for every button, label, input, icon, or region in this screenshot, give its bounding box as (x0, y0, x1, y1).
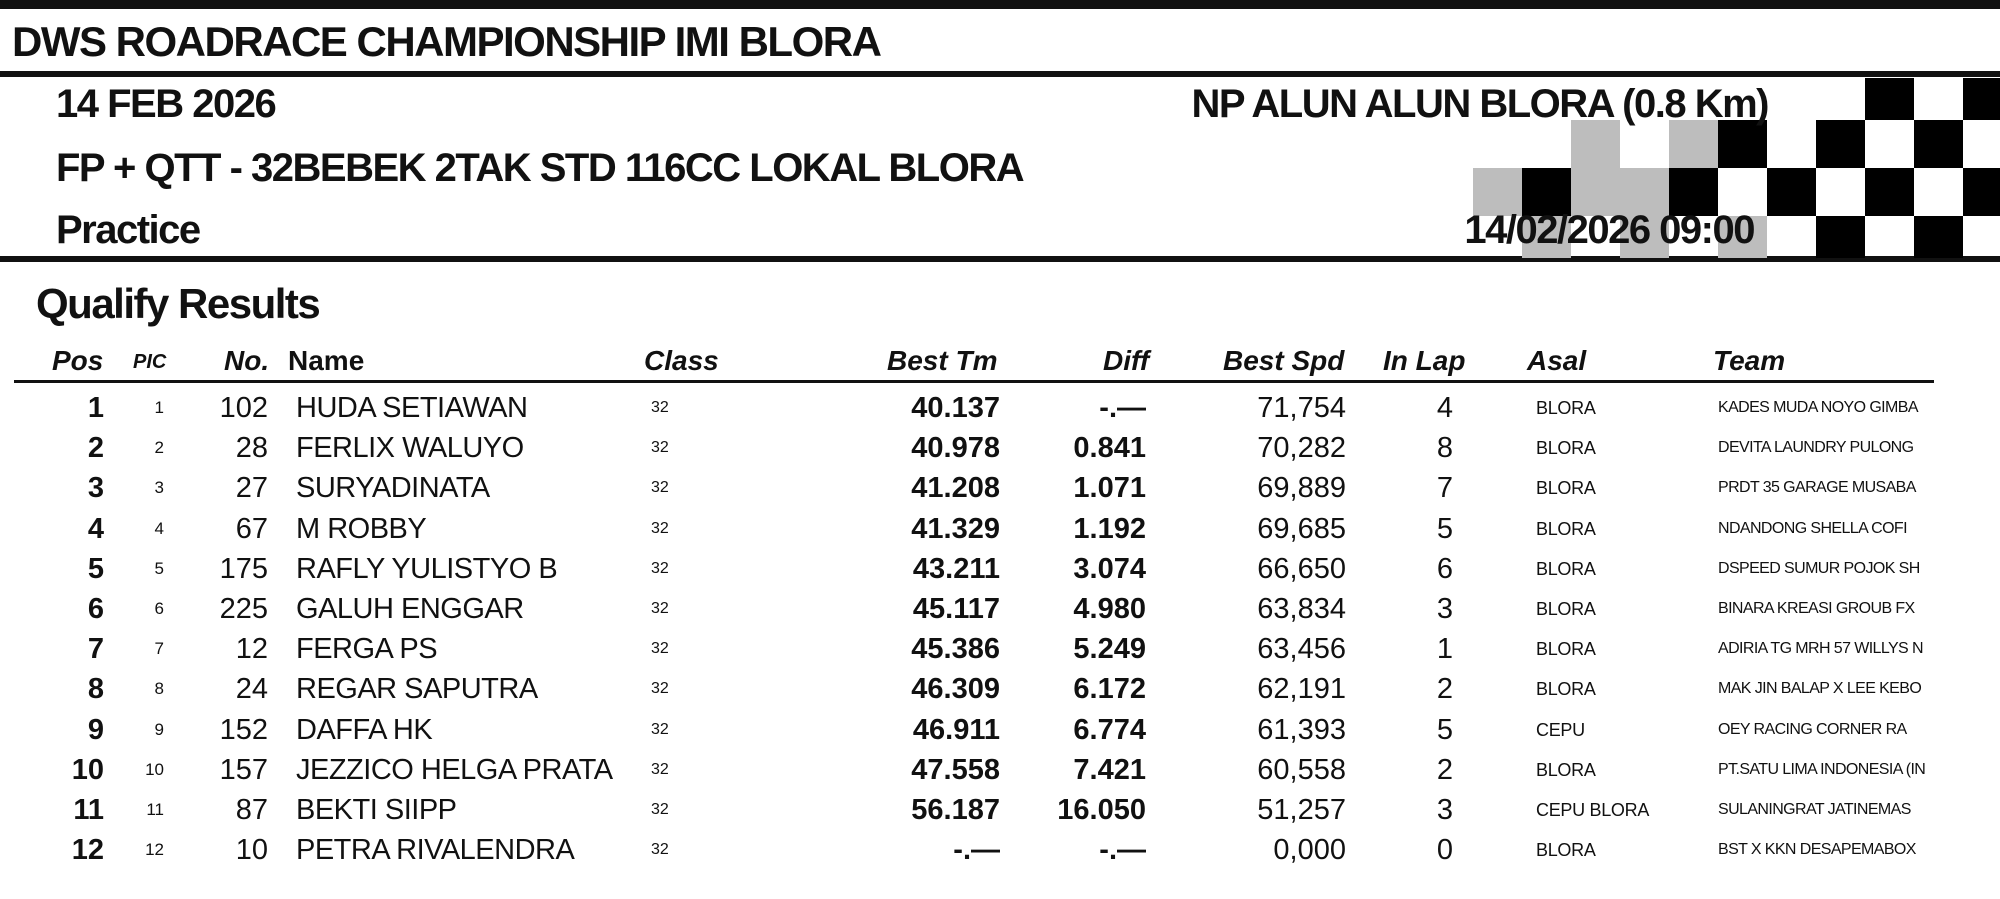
cell-position: 12 (71, 834, 104, 867)
cell-best-speed: 69,685 (1257, 512, 1346, 545)
cell-class: 32 (651, 559, 669, 577)
cell-class: 32 (651, 760, 669, 778)
cell-rider-name: RAFLY YULISTYO B (296, 552, 558, 585)
results-section-title: Qualify Results (36, 280, 320, 327)
cell-best-speed: 70,282 (1257, 432, 1346, 465)
cell-class: 32 (651, 680, 669, 698)
cell-rider-number: 157 (219, 753, 268, 786)
cell-best-time: 45.117 (912, 593, 1000, 625)
cell-team: BINARA KREASI GROUB FX (1718, 600, 1915, 617)
title-divider (0, 71, 2000, 77)
cell-best-speed: 61,393 (1257, 713, 1346, 746)
table-row (0, 629, 2000, 669)
cell-class: 32 (651, 519, 669, 537)
cell-best-time: 43.211 (912, 552, 1000, 585)
cell-class: 32 (651, 600, 669, 617)
cell-best-time: 40.978 (911, 432, 1000, 465)
column-header-team: Team (1713, 345, 1786, 376)
cell-in-lap: 5 (1436, 512, 1454, 545)
cell-in-lap: 3 (1436, 593, 1454, 625)
cell-rider-name: REGAR SAPUTRA (296, 673, 538, 706)
cell-best-speed: 60,558 (1257, 753, 1346, 786)
table-row (0, 750, 2000, 790)
cell-asal: CEPU BLORA (1536, 800, 1650, 820)
event-date: 14 FEB 2026 (56, 82, 276, 126)
cell-position: 7 (87, 633, 104, 666)
cell-class: 32 (651, 479, 669, 497)
cell-team: DEVITA LAUNDRY PULONG (1718, 439, 1914, 457)
table-row (0, 710, 2000, 750)
cell-rider-name: M ROBBY (296, 512, 427, 545)
cell-asal: BLORA (1536, 639, 1596, 660)
cell-team: SULANINGRAT JATINEMAS (1718, 801, 1911, 818)
cell-rider-number: 175 (219, 552, 268, 585)
cell-team: NDANDONG SHELLA COFI (1718, 519, 1907, 537)
cell-rider-number: 10 (235, 834, 268, 867)
column-header-best-spd: Best Spd (1223, 345, 1345, 376)
cell-position: 8 (87, 673, 104, 706)
cell-best-time: 47.558 (911, 753, 1000, 786)
cell-rider-number: 225 (219, 593, 268, 625)
cell-rider-name: GALUH ENGGAR (296, 593, 524, 625)
cell-pic: 9 (154, 719, 164, 739)
cell-rider-number: 12 (235, 633, 268, 666)
cell-pic: 4 (154, 518, 164, 538)
cell-best-time: 41.208 (911, 472, 1000, 505)
cell-team: KADES MUDA NOYO GIMBA (1718, 399, 1918, 416)
cell-pic: 5 (154, 558, 164, 578)
cell-rider-number: 87 (235, 794, 268, 826)
cell-diff: 16.050 (1057, 794, 1146, 826)
cell-asal: BLORA (1536, 518, 1596, 539)
cell-in-lap: 4 (1436, 392, 1454, 424)
cell-best-speed: 71,754 (1257, 392, 1346, 424)
column-header-class: Class (644, 345, 719, 376)
cell-class: 32 (651, 640, 669, 658)
cell-pic: 10 (145, 759, 164, 779)
cell-diff: 4.980 (1073, 593, 1146, 625)
cell-diff: 7.421 (1073, 753, 1146, 786)
cell-position: 3 (87, 472, 104, 505)
cell-best-speed: 62,191 (1257, 673, 1346, 706)
cell-rider-number: 102 (219, 392, 268, 424)
cell-rider-number: 152 (219, 713, 268, 746)
cell-asal: BLORA (1536, 840, 1596, 861)
cell-position: 4 (87, 512, 104, 545)
cell-position: 9 (87, 713, 104, 746)
cell-diff: 3.074 (1073, 552, 1146, 585)
cell-asal: BLORA (1536, 679, 1596, 700)
cell-class: 32 (651, 801, 669, 818)
table-row (0, 468, 2000, 508)
cell-best-speed: 63,456 (1257, 633, 1346, 666)
cell-pic: 8 (154, 679, 164, 699)
column-header-asal: Asal (1527, 345, 1587, 376)
cell-diff: 6.172 (1073, 673, 1146, 706)
table-row (0, 509, 2000, 549)
cell-position: 5 (87, 552, 104, 585)
cell-class: 32 (651, 841, 669, 859)
cell-best-time: 46.309 (911, 673, 1000, 706)
cell-rider-number: 28 (235, 432, 268, 465)
column-header-pos: Pos (52, 345, 104, 376)
cell-class: 32 (651, 439, 669, 457)
cell-diff: -.— (1099, 392, 1146, 424)
cell-pic: 2 (154, 438, 164, 458)
cell-best-speed: 51,257 (1257, 794, 1346, 826)
cell-pic: 3 (154, 478, 164, 498)
track-name: NP ALUN ALUN BLORA (0.8 Km) (1191, 82, 1768, 126)
column-header-in-lap: In Lap (1383, 345, 1466, 376)
cell-pic: 7 (154, 639, 164, 659)
table-row (0, 830, 2000, 870)
event-title: DWS ROADRACE CHAMPIONSHIP IMI BLORA (12, 18, 881, 65)
cell-diff: 5.249 (1073, 633, 1146, 666)
cell-rider-name: DAFFA HK (296, 713, 433, 746)
cell-best-time: 45.386 (911, 633, 1000, 666)
cell-asal: BLORA (1536, 759, 1596, 780)
cell-asal: BLORA (1536, 398, 1596, 418)
column-header-pic: PIC (133, 351, 167, 373)
column-header-diff: Diff (1103, 345, 1150, 376)
cell-asal: BLORA (1536, 438, 1596, 459)
cell-in-lap: 2 (1436, 753, 1454, 786)
cell-pic: 12 (145, 840, 164, 860)
table-header-rule (14, 380, 1934, 383)
table-row (0, 549, 2000, 589)
cell-best-time: 46.911 (912, 713, 1000, 746)
cell-asal: BLORA (1536, 478, 1596, 499)
cell-pic: 6 (154, 599, 164, 618)
cell-class: 32 (651, 399, 669, 416)
cell-rider-name: FERGA PS (296, 633, 438, 666)
table-row (0, 428, 2000, 468)
cell-in-lap: 6 (1436, 552, 1454, 585)
top-border (0, 0, 2000, 9)
cell-rider-name: SURYADINATA (296, 472, 490, 505)
cell-in-lap: 0 (1436, 834, 1454, 867)
table-row (0, 388, 2000, 428)
cell-in-lap: 3 (1436, 794, 1454, 826)
cell-in-lap: 1 (1436, 633, 1454, 666)
cell-best-speed: 63,834 (1257, 593, 1346, 625)
cell-team: MAK JIN BALAP X LEE KEBO (1718, 680, 1922, 698)
cell-team: OEY RACING CORNER RA (1718, 720, 1907, 738)
cell-team: BST X KKN DESAPEMABOX (1718, 841, 1916, 859)
session-name: FP + QTT - 32BEBEK 2TAK STD 116CC LOKAL BLORA (56, 146, 1024, 190)
cell-position: 11 (73, 794, 104, 826)
cell-team: PT.SATU LIMA INDONESIA (IN (1718, 760, 1926, 778)
cell-team: DSPEED SUMUR POJOK SH (1718, 559, 1920, 577)
column-header-name: Name (288, 345, 365, 376)
table-row (0, 790, 2000, 830)
cell-in-lap: 5 (1436, 713, 1454, 746)
cell-pic: 1 (154, 398, 164, 417)
cell-rider-name: FERLIX WALUYO (296, 432, 524, 465)
cell-pic: 11 (146, 800, 164, 819)
cell-best-speed: 69,889 (1257, 472, 1346, 505)
cell-class: 32 (651, 720, 669, 738)
cell-diff: 6.774 (1073, 713, 1146, 746)
column-header-best-tm: Best Tm (887, 345, 998, 376)
table-row (0, 669, 2000, 709)
cell-position: 2 (87, 432, 104, 465)
cell-best-time: -.— (953, 834, 1000, 867)
cell-position: 6 (87, 593, 104, 625)
cell-rider-number: 24 (235, 673, 268, 706)
cell-best-time: 40.137 (911, 392, 1000, 424)
cell-rider-name: JEZZICO HELGA PRATA (296, 753, 613, 786)
cell-best-time: 41.329 (911, 512, 1000, 545)
cell-best-time: 56.187 (911, 794, 1000, 826)
session-type: Practice (56, 208, 200, 252)
cell-best-speed: 0,000 (1273, 834, 1346, 867)
cell-team: ADIRIA TG MRH 57 WILLYS N (1718, 640, 1923, 658)
cell-asal: BLORA (1536, 599, 1596, 619)
cell-in-lap: 2 (1436, 673, 1454, 706)
cell-in-lap: 7 (1436, 472, 1454, 505)
cell-rider-name: HUDA SETIAWAN (296, 392, 528, 424)
cell-position: 1 (87, 392, 104, 424)
cell-in-lap: 8 (1436, 432, 1454, 465)
cell-position: 10 (71, 753, 104, 786)
column-header-no: No. (224, 345, 270, 376)
cell-rider-name: BEKTI SIIPP (296, 794, 457, 826)
session-datetime: 14/02/2026 09:00 (1464, 208, 1754, 252)
cell-asal: CEPU (1536, 719, 1585, 740)
cell-asal: BLORA (1536, 558, 1596, 579)
cell-rider-number: 27 (235, 472, 268, 505)
cell-diff: 1.071 (1073, 472, 1146, 505)
cell-diff: 1.192 (1073, 512, 1146, 545)
cell-diff: 0.841 (1073, 432, 1146, 465)
table-row (0, 589, 2000, 629)
cell-rider-number: 67 (235, 512, 268, 545)
cell-team: PRDT 35 GARAGE MUSABA (1718, 479, 1916, 497)
cell-rider-name: PETRA RIVALENDRA (296, 834, 575, 867)
cell-best-speed: 66,650 (1257, 552, 1346, 585)
cell-diff: -.— (1099, 834, 1146, 867)
